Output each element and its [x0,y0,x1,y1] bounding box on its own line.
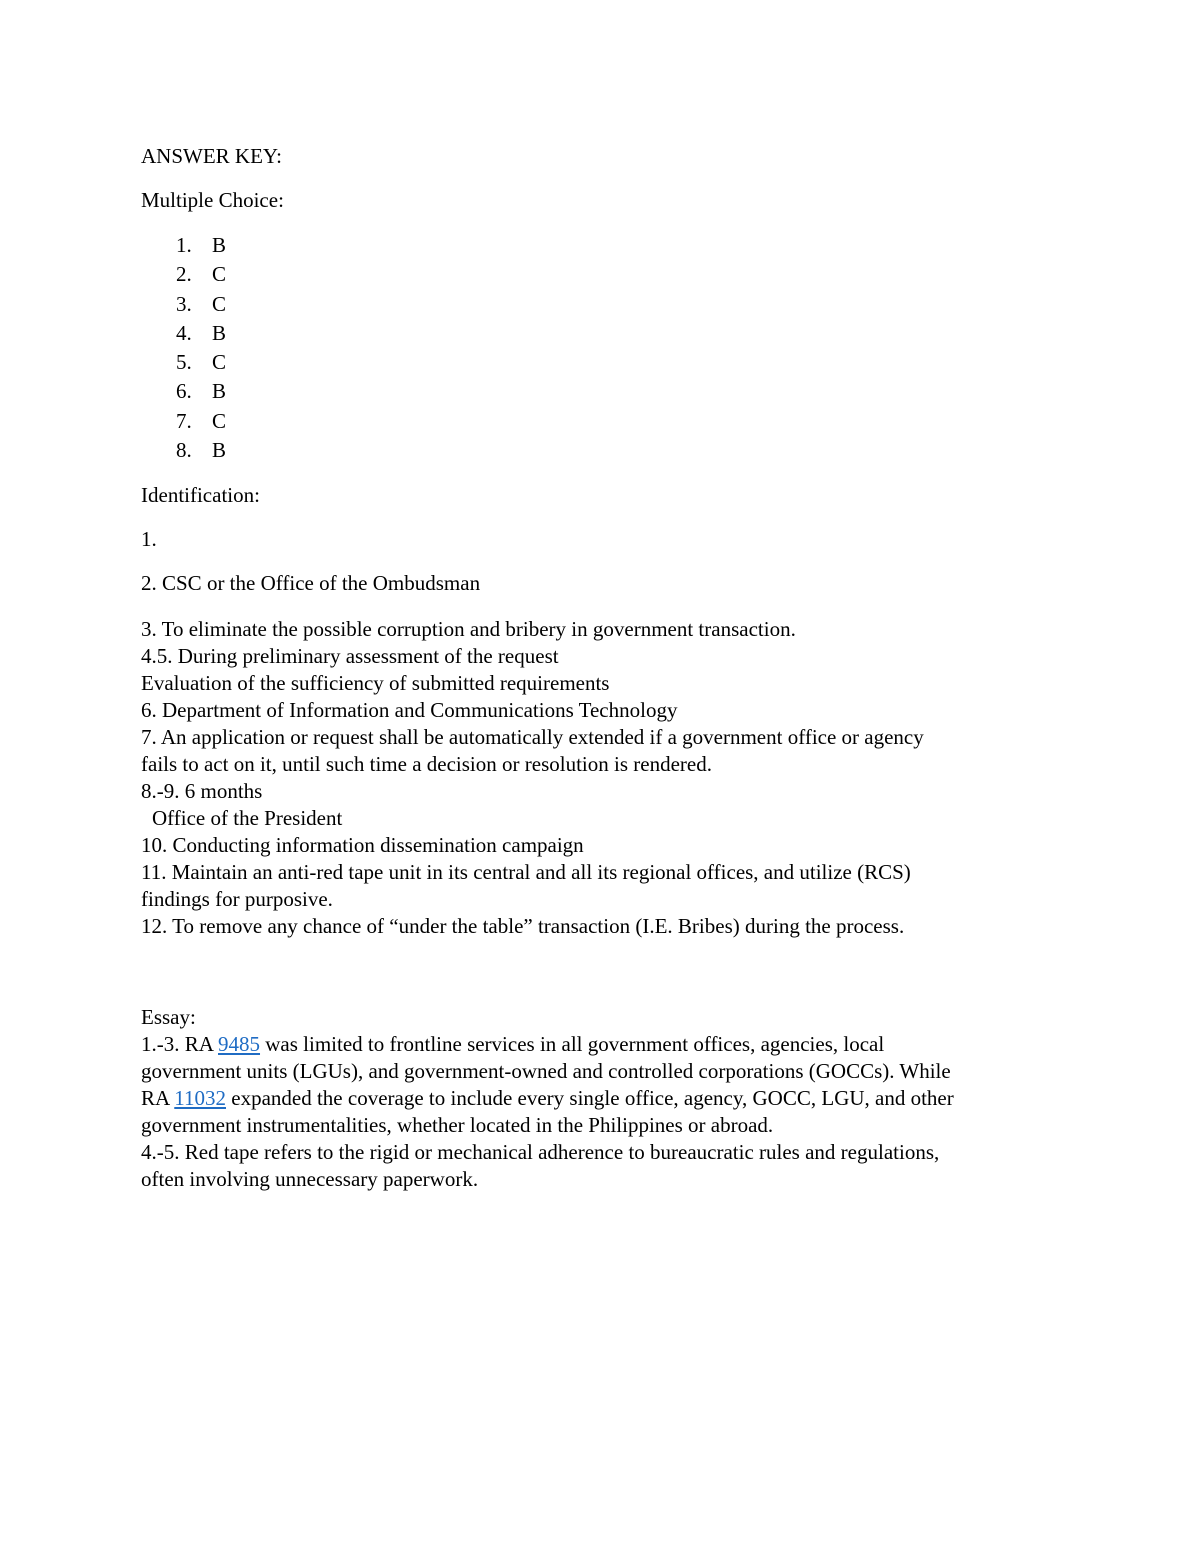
identification-heading: Identification: [141,483,260,508]
page-title: ANSWER KEY: [141,144,282,168]
answer: C [212,408,227,433]
identification-item-11-continued: findings for purposive. [141,887,333,912]
list-item: 1. B [176,233,227,257]
list-item: 8. B [176,438,227,463]
identification-item-12: 12. To remove any chance of “under the table” transaction (I.E. Bribes) during the process. [141,914,905,939]
list-item: 4. B [176,320,227,345]
answer: B [212,233,227,257]
ra-9485-link[interactable]: 9485 [218,1032,261,1057]
essay-item-4-5-line-2: often involving unnecessary paperwork. [141,1167,479,1192]
document-body [141,143,1061,1193]
essay-item-1-3-line-4: government instrumentalities, whether located in the Philippines or abroad. [141,1113,774,1138]
list-item: 5. C [176,350,227,375]
multiple-choice-list [141,231,1061,465]
identification-item-6: 6. Department of Information and Communications Technology [141,698,678,723]
identification-item-4-5: 4.5. During preliminary assessment of the request [141,644,559,669]
answer: B [212,379,227,404]
essay-item-1-3: 1.-3. RA 9485 was limited to frontline services in all government offices, agencies, local [141,1032,885,1057]
identification-item-2: 2. CSC or the Office of the Ombudsman [141,571,481,596]
essay-heading: Essay: [141,1005,196,1030]
identification-item-8-9-continued: Office of the President [152,806,343,831]
identification-item-10: 10. Conducting information dissemination campaign [141,833,584,858]
essay-item-1-3-line-2: government units (LGUs), and government-owned and controlled corporations (GOCCs). While [141,1059,951,1084]
answer: C [212,262,227,287]
answer: B [212,320,227,345]
identification-item-11: 11. Maintain an anti-red tape unit in its central and all its regional offices, and utilize (RCS) [141,860,911,885]
identification-item-3: 3. To eliminate the possible corruption and bribery in government transaction. [141,617,796,642]
list-item: 6. B [176,379,227,404]
ra-11032-link[interactable]: 11032 [174,1086,226,1111]
answer: C [212,350,227,375]
answer: B [212,438,227,463]
identification-item-1: 1. [141,527,157,552]
essay-item-1-3-line-3: RA 11032 expanded the coverage to include every single office, agency, GOCC, LGU, and other [141,1086,954,1111]
identification-item-7: 7. An application or request shall be automatically extended if a government office or agency [141,725,924,750]
list-item: 7. C [176,408,227,433]
identification-item-7-continued: fails to act on it, until such time a decision or resolution is rendered. [141,752,712,777]
list-item: 3. C [176,291,227,316]
essay-item-4-5: 4.-5. Red tape refers to the rigid or mechanical adherence to bureaucratic rules and regulations, [141,1140,940,1165]
identification-item-4-5-continued: Evaluation of the sufficiency of submitted requirements [141,671,610,696]
multiple-choice-heading: Multiple Choice: [141,188,284,212]
identification-item-8-9: 8.-9. 6 months [141,779,263,804]
answer: C [212,291,227,316]
list-item: 2. C [176,262,227,287]
